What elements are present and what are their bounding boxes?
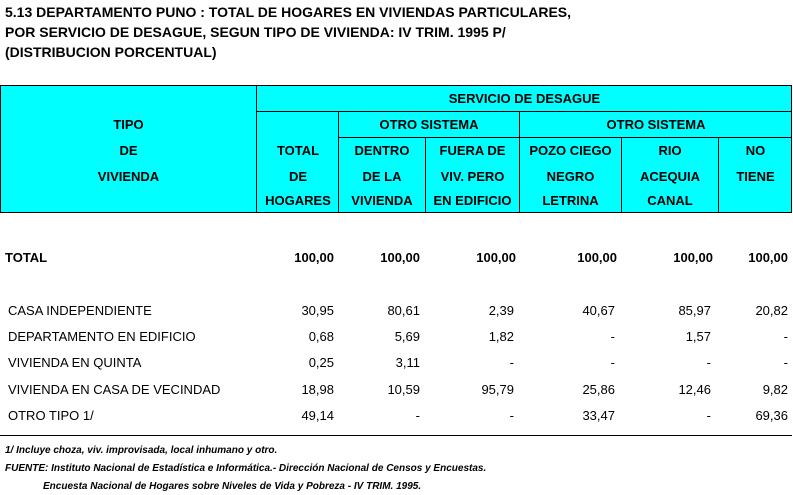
header-dentro: DE LA xyxy=(362,169,402,184)
header-fuera: VIV. PERO xyxy=(440,169,505,184)
row-value: 30,95 xyxy=(301,303,334,318)
total-value: 100,00 xyxy=(673,250,713,265)
header-servicio-desague: SERVICIO DE DESAGUE xyxy=(448,91,601,106)
header-dentro: DENTRO xyxy=(354,143,410,158)
row-value: 18,98 xyxy=(301,382,334,397)
row-value: 0,25 xyxy=(308,355,334,370)
header-otro-sistema-1: OTRO SISTEMA xyxy=(379,117,479,132)
header-pozo: POZO CIEGO xyxy=(529,143,612,158)
footnote: 1/ Incluye choza, viv. improvisada, local inhumano y otro. xyxy=(5,445,278,456)
row-label: OTRO TIPO 1/ xyxy=(8,408,94,423)
header-pozo: LETRINA xyxy=(542,193,599,208)
row-value: 2,39 xyxy=(488,303,514,318)
header-rio: RIO xyxy=(658,143,682,158)
row-label: VIVIENDA EN QUINTA xyxy=(8,355,142,370)
source-note: FUENTE: Instituto Nacional de Estadística e Informática.- Dirección Nacional de Censos y Encuestas. xyxy=(5,463,487,474)
table-header xyxy=(0,85,792,213)
header-total: TOTAL xyxy=(276,143,320,158)
row-value: - xyxy=(706,408,711,423)
row-value: 33,47 xyxy=(582,408,615,423)
table-title-line-1: 5.13 DEPARTAMENTO PUNO : TOTAL DE HOGARES EN VIVIENDAS PARTICULARES, xyxy=(5,4,572,20)
row-value: - xyxy=(610,355,615,370)
table-title-line-2: POR SERVICIO DE DESAGUE, SEGUN TIPO DE VIVIENDA: IV TRIM. 1995 P/ xyxy=(5,24,506,40)
header-tipo: DE xyxy=(119,143,138,158)
header-tipo: TIPO xyxy=(113,117,144,132)
row-label: DEPARTAMENTO EN EDIFICIO xyxy=(8,329,196,344)
total-value: 100,00 xyxy=(380,250,420,265)
table-bottom-rule xyxy=(0,435,792,436)
header-fuera: EN EDIFICIO xyxy=(433,193,512,208)
row-value: - xyxy=(783,329,788,344)
row-value: - xyxy=(509,408,514,423)
row-value: 40,67 xyxy=(582,303,615,318)
row-value: 1,82 xyxy=(488,329,514,344)
row-value: - xyxy=(783,355,788,370)
row-label: VIVIENDA EN CASA DE VECINDAD xyxy=(8,382,221,397)
row-value: 5,69 xyxy=(394,329,420,344)
header-total: DE xyxy=(288,169,308,184)
survey-note: Encuesta Nacional de Hogares sobre Niveles de Vida y Pobreza - IV TRIM. 1995. xyxy=(43,481,422,492)
total-value: 100,00 xyxy=(577,250,617,265)
row-value: - xyxy=(706,355,711,370)
header-total: HOGARES xyxy=(265,193,331,208)
total-value: 100,00 xyxy=(294,250,334,265)
row-value: - xyxy=(610,329,615,344)
row-value: 80,61 xyxy=(387,303,420,318)
row-value: 20,82 xyxy=(755,303,788,318)
row-value: - xyxy=(415,408,420,423)
header-fuera: FUERA DE xyxy=(439,143,506,158)
row-value: 12,46 xyxy=(678,382,711,397)
header-tipo: VIVIENDA xyxy=(97,169,160,184)
row-label: CASA INDEPENDIENTE xyxy=(8,303,152,318)
header-no: NO xyxy=(745,143,766,158)
row-value: 3,11 xyxy=(395,355,420,370)
row-value: 9,82 xyxy=(762,382,788,397)
row-value: 85,97 xyxy=(678,303,711,318)
header-rio: ACEQUIA xyxy=(640,169,700,184)
total-value: 100,00 xyxy=(748,250,788,265)
header-rio: CANAL xyxy=(647,193,693,208)
header-dentro: VIVIENDA xyxy=(351,193,413,208)
table-title-line-3: (DISTRIBUCION PORCENTUAL) xyxy=(5,44,217,60)
row-value: 49,14 xyxy=(301,408,334,423)
row-value: 0,68 xyxy=(308,329,334,344)
row-value: 25,86 xyxy=(582,382,615,397)
row-value: 69,36 xyxy=(755,408,788,423)
row-value: 1,57 xyxy=(685,329,711,344)
total-row-label: TOTAL xyxy=(5,250,48,265)
row-value: 10,59 xyxy=(387,382,420,397)
header-pozo: NEGRO xyxy=(546,169,595,184)
total-value: 100,00 xyxy=(476,250,516,265)
row-value: - xyxy=(509,355,514,370)
header-no: TIENE xyxy=(736,169,775,184)
header-otro-sistema-2: OTRO SISTEMA xyxy=(606,117,706,132)
row-value: 95,79 xyxy=(481,382,514,397)
